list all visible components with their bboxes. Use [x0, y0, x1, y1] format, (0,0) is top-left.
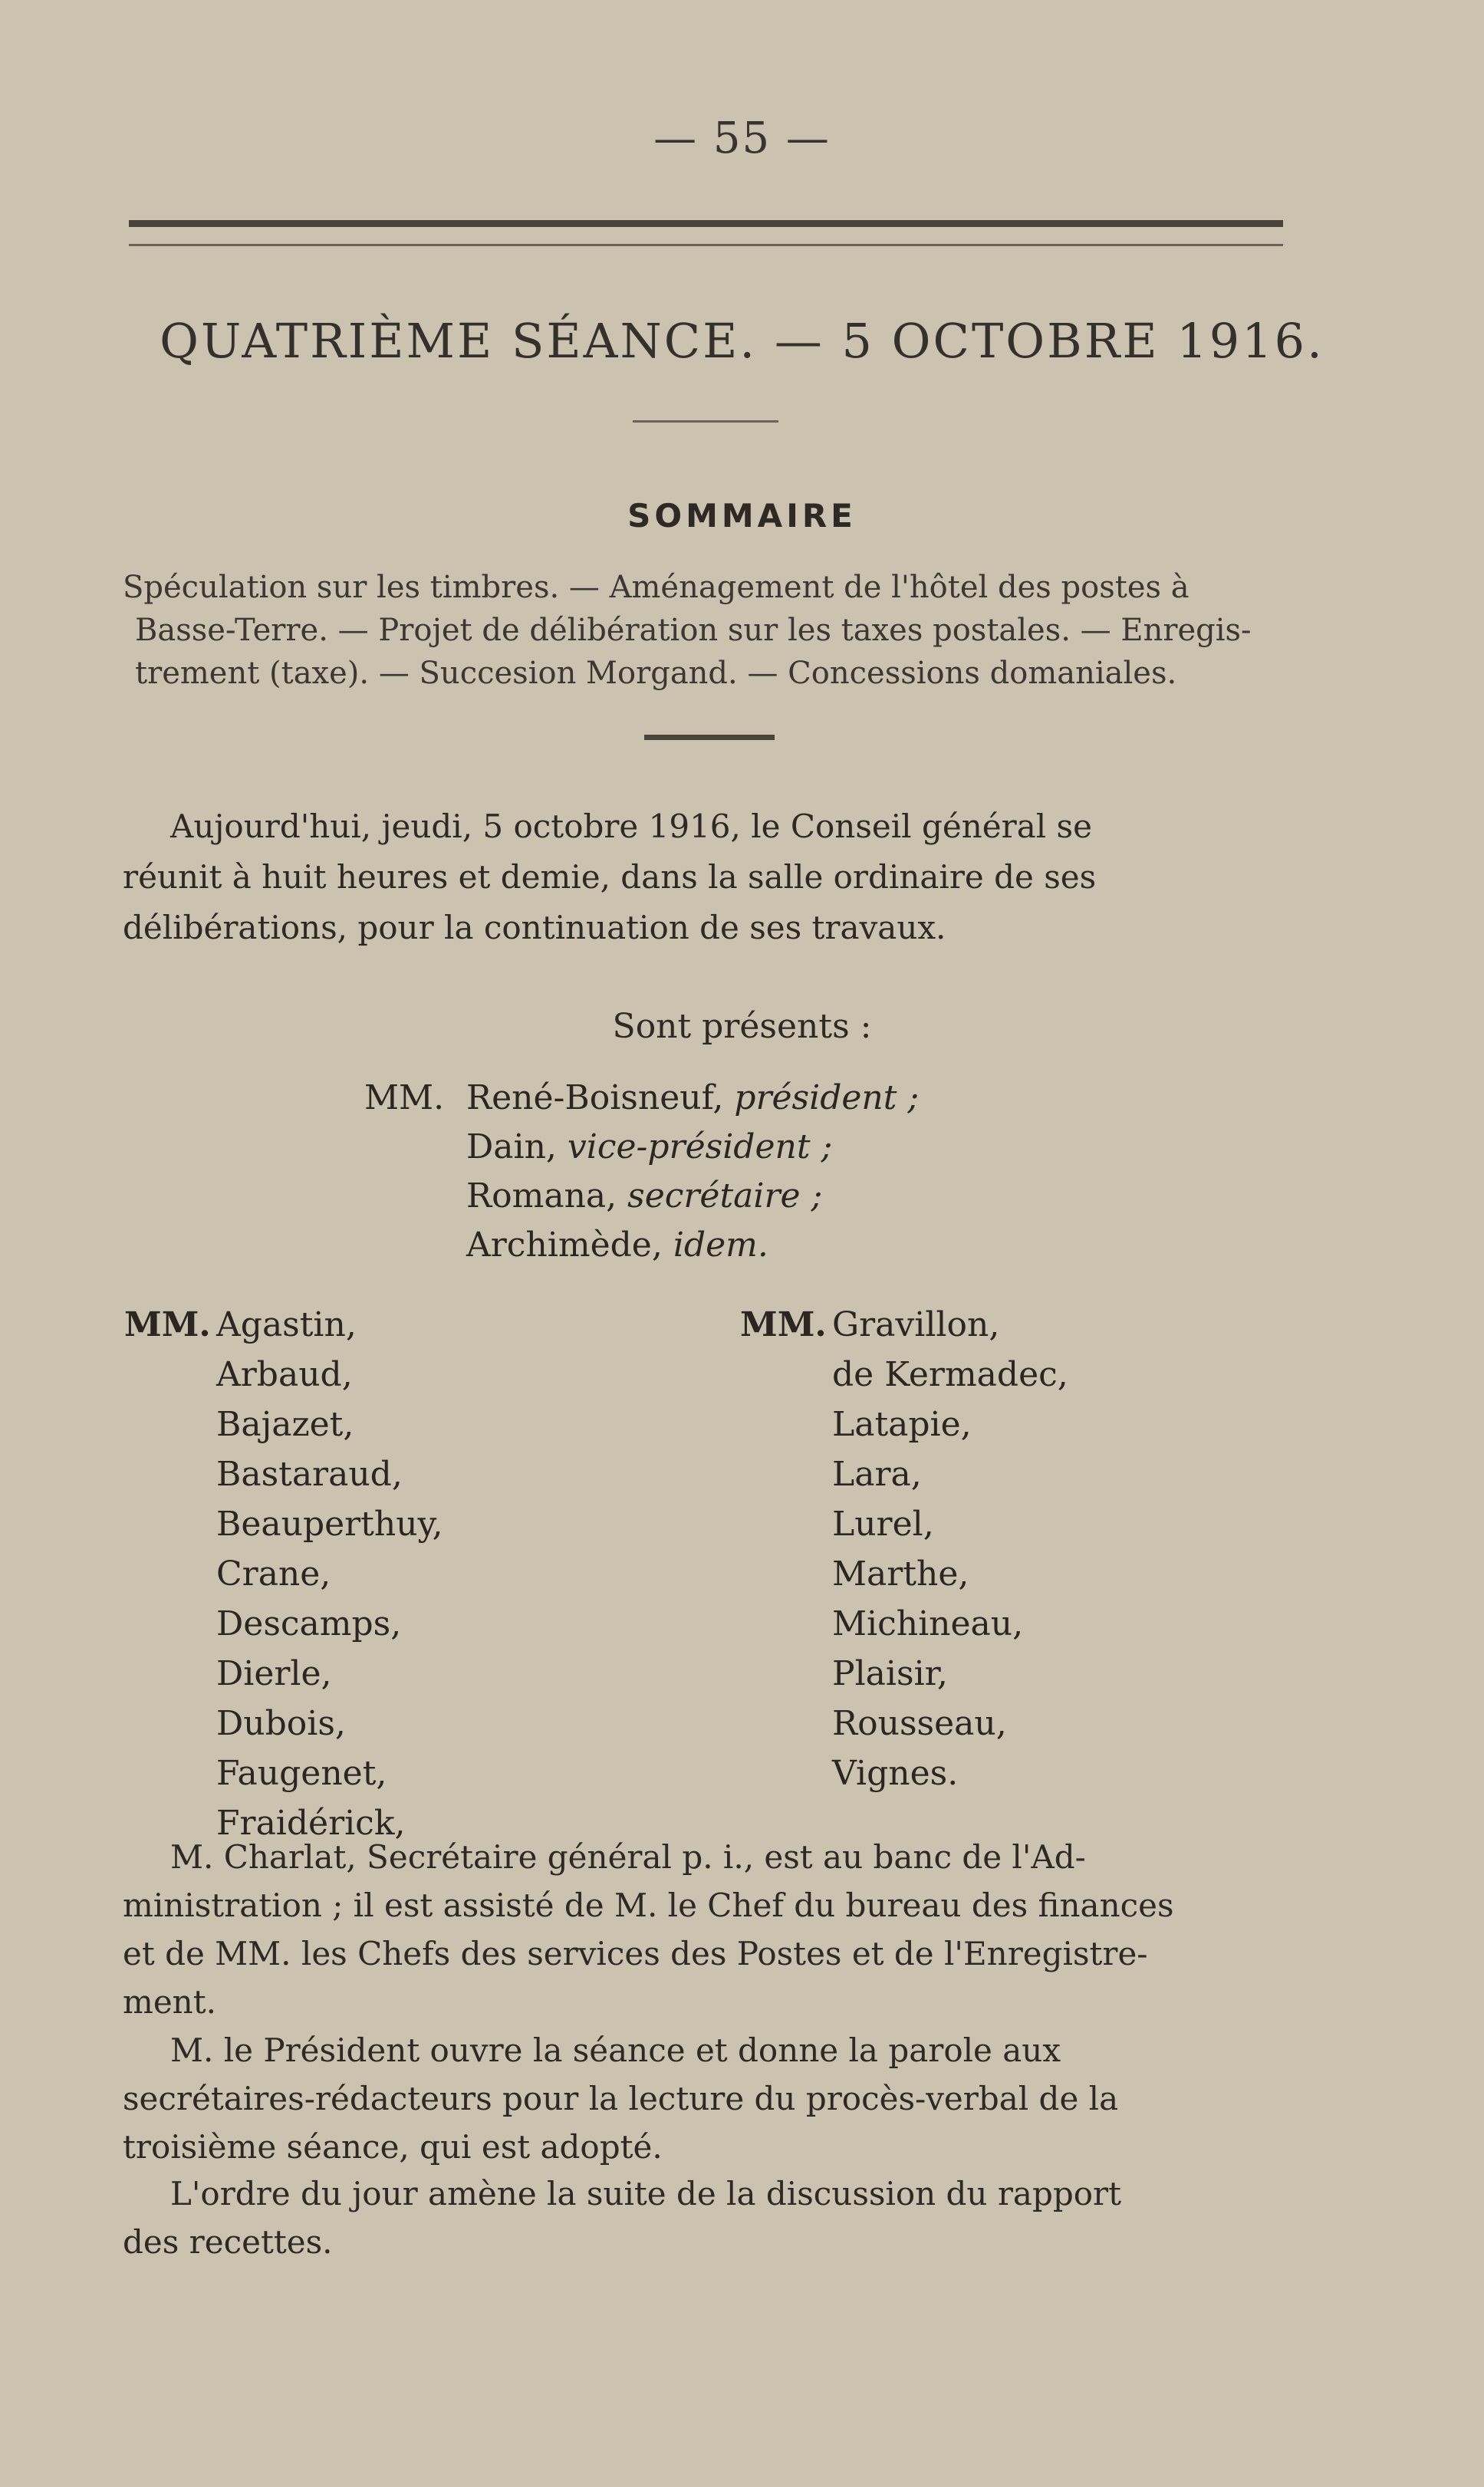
paragraph-line: L'ordre du jour amène la suite de la discussion du rapport	[170, 2175, 1121, 2212]
member-name: Fraidérick,	[216, 1804, 406, 1843]
officer-role: secrétaire ;	[627, 1176, 823, 1216]
officer-role: idem.	[673, 1225, 768, 1265]
session-title: QUATRIÈME SÉANCE. — 5 OCTOBRE 1916.	[160, 313, 1324, 369]
member-name: Marthe,	[832, 1554, 969, 1594]
officer-name: Dain,	[466, 1127, 557, 1166]
present-heading: Sont présents :	[612, 1007, 872, 1046]
header-rule-thick	[129, 220, 1283, 227]
member-name: Dierle,	[216, 1654, 332, 1693]
officers-prefix: MM.	[364, 1078, 445, 1117]
officer-name: René-Boisneuf,	[466, 1078, 724, 1117]
page-number: — 55 —	[653, 113, 831, 163]
paragraph-line: délibérations, pour la continuation de ses travaux.	[123, 909, 946, 946]
paragraph-line: ministration ; il est assisté de M. le Chef du bureau des finances	[123, 1887, 1174, 1924]
title-divider	[633, 420, 778, 423]
paragraph-line: des recettes.	[123, 2223, 333, 2261]
member-name: Lurel,	[832, 1505, 934, 1544]
paragraph-line: troisième séance, qui est adopté.	[123, 2128, 663, 2166]
member-name: Beauperthuy,	[216, 1505, 443, 1544]
member-name: Descamps,	[216, 1604, 402, 1643]
paragraph-line: Aujourd'hui, jeudi, 5 octobre 1916, le Conseil général se	[170, 808, 1092, 845]
paragraph-line: et de MM. les Chefs des services des Postes et de l'Enregistre-	[123, 1935, 1148, 1972]
paragraph-line: M. le Président ouvre la séance et donne la parole aux	[170, 2031, 1061, 2069]
members-prefix: MM.	[740, 1305, 827, 1344]
member-name: de Kermadec,	[832, 1355, 1068, 1394]
member-name: Crane,	[216, 1554, 331, 1594]
officer-name: Archimède,	[466, 1225, 663, 1265]
member-name: Vignes.	[832, 1754, 959, 1793]
section-divider	[644, 735, 775, 740]
officers-list	[364, 1074, 919, 1270]
sommaire-line: Basse-Terre. — Projet de délibération sur les taxes postales. — Enregis-	[135, 613, 1252, 648]
officer-row	[364, 1172, 919, 1221]
sommaire-heading: SOMMAIRE	[627, 497, 857, 535]
member-name: Faugenet,	[216, 1754, 387, 1793]
member-name: Bastaraud,	[216, 1455, 403, 1494]
member-name: Latapie,	[832, 1405, 972, 1444]
member-name: Lara,	[832, 1455, 922, 1494]
paragraph-president	[123, 2026, 1296, 2171]
members-prefix: MM.	[124, 1305, 211, 1344]
member-name: Plaisir,	[832, 1654, 948, 1693]
header-rule-thin	[129, 244, 1283, 246]
member-name: Arbaud,	[216, 1355, 353, 1394]
paragraph-ordre	[123, 2170, 1296, 2266]
officer-row	[364, 1221, 919, 1270]
sommaire-line: trement (taxe). — Succesion Morgand. — Concessions domaniales.	[135, 656, 1177, 691]
member-name: Rousseau,	[832, 1704, 1007, 1743]
officer-role: président ;	[734, 1078, 920, 1117]
paragraph-line: réunit à huit heures et demie, dans la salle ordinaire de ses	[123, 858, 1097, 896]
paragraph-charlat	[123, 1833, 1296, 2026]
member-name: Michineau,	[832, 1604, 1024, 1643]
member-name: Dubois,	[216, 1704, 346, 1743]
officer-role: vice-président ;	[567, 1127, 833, 1166]
officer-row	[364, 1074, 919, 1123]
paragraph-line: ment.	[123, 1983, 216, 2021]
paragraph-line: M. Charlat, Secrétaire général p. i., est au banc de l'Ad-	[170, 1838, 1086, 1876]
member-name: Bajazet,	[216, 1405, 354, 1444]
paragraph-line: secrétaires-rédacteurs pour la lecture du procès-verbal de la	[123, 2080, 1119, 2117]
opening-paragraph	[123, 801, 1296, 953]
officer-row	[364, 1123, 919, 1172]
members-left-column	[124, 1300, 443, 1848]
member-name: Gravillon,	[832, 1305, 1000, 1344]
sommaire-line: Spéculation sur les timbres. — Aménagement de l'hôtel des postes à	[123, 570, 1190, 605]
sommaire-text	[123, 566, 1288, 695]
officer-name: Romana,	[466, 1176, 617, 1216]
members-right-column	[740, 1300, 1068, 1798]
member-name: Agastin,	[216, 1305, 357, 1344]
